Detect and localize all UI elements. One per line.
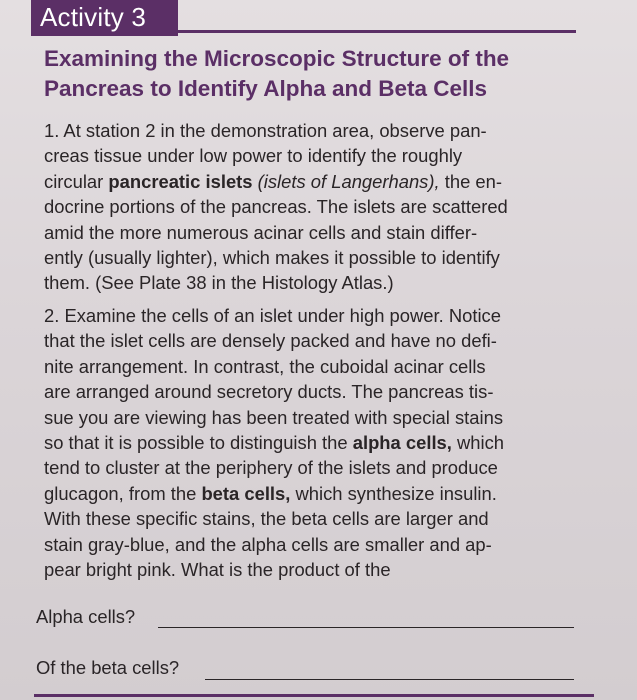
text-line: them. (See Plate 38 in the Histology Atlas.) xyxy=(44,272,394,294)
beta-cells-question: Of the beta cells? xyxy=(36,657,180,678)
term-islets-of-langerhans: (islets of Langerhans), xyxy=(257,170,440,192)
text-line: 1. At station 2 in the demonstration area, observe pan- xyxy=(44,120,487,141)
section-title xyxy=(44,44,584,104)
text-line: nite arrangement. In contrast, the cuboidal acinar cells xyxy=(44,355,486,377)
text-line: creas tissue under low power to identify the roughly xyxy=(44,145,463,167)
term-beta-cells: beta cells, xyxy=(201,482,291,504)
section-title-line: Examining the Microscopic Structure of the xyxy=(44,46,510,71)
beta-cells-answer-blank[interactable] xyxy=(205,679,574,680)
text-line: pear bright pink. What is the product of the xyxy=(44,559,391,581)
bottom-rule xyxy=(34,694,594,697)
alpha-cells-answer-blank[interactable] xyxy=(158,627,574,628)
text-line: stain gray-blue, and the alpha cells are smaller and ap- xyxy=(44,533,492,555)
text-line: 2. Examine the cells of an islet under high power. Notice xyxy=(44,305,501,326)
text-run: circular xyxy=(44,170,109,192)
instruction-paragraph-2 xyxy=(44,303,577,582)
term-pancreatic-islets: pancreatic islets xyxy=(108,170,253,192)
text-line: amid the more numerous acinar cells and stain differ- xyxy=(44,221,478,243)
text-line: sue you are viewing has been treated with special stains xyxy=(44,406,504,428)
text-line: With these specific stains, the beta cells are larger and xyxy=(44,508,489,530)
text-line: tend to cluster at the periphery of the islets and produce xyxy=(44,457,498,479)
text-run: which synthesize insulin. xyxy=(290,482,497,504)
header-rule xyxy=(178,30,576,33)
instruction-paragraph-1 xyxy=(44,118,577,296)
text-line: are arranged around secretory ducts. The pancreas tis- xyxy=(44,381,494,403)
text-run: the en- xyxy=(439,170,502,192)
text-line xyxy=(44,481,577,506)
term-alpha-cells: alpha cells, xyxy=(352,432,452,454)
text-run: so that it is possible to distinguish the xyxy=(44,432,353,454)
section-title-line: Pancreas to Identify Alpha and Beta Cells xyxy=(44,76,488,101)
text-line: docrine portions of the pancreas. The islets are scattered xyxy=(44,196,508,218)
text-line: ently (usually lighter), which makes it possible to identify xyxy=(44,247,500,269)
alpha-cells-question: Alpha cells? xyxy=(36,606,136,627)
text-line: that the islet cells are densely packed and have no defi- xyxy=(44,330,497,352)
text-line xyxy=(44,169,577,194)
activity-title: Activity 3 xyxy=(40,2,147,32)
text-run: glucagon, from the xyxy=(44,482,202,504)
text-run: which xyxy=(451,432,505,454)
text-line xyxy=(44,430,577,455)
